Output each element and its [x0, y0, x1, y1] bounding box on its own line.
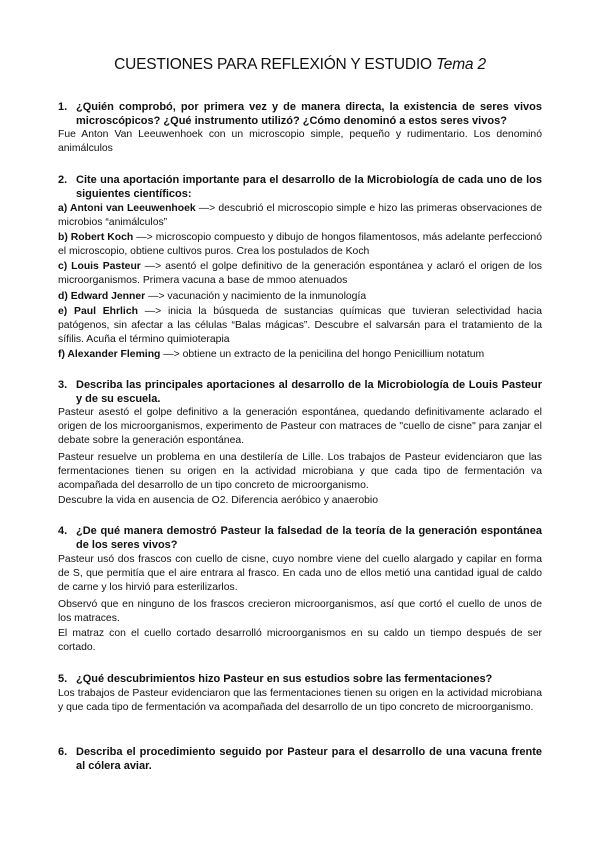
answer-3-p1: Pasteur asestó el golpe definitivo a la generación espontánea, quedando definitivamente aclarado el origen de los microorganismos, experimento de Pasteur con matraces de "cuello de cisne" para zanjar el debate sobre la generación espontánea. — [58, 407, 542, 447]
scientist-contribution: —> descubrió el microscopio simple e hizo las primeras observaciones de microbios “animálculos” — [58, 203, 542, 229]
question-text: Describa el procedimiento seguido por Pasteur para el desarrollo de una vacuna frente al cólera aviar. — [76, 746, 542, 772]
question-number: 3. — [58, 379, 68, 391]
answer-1: Fue Anton Van Leeuwenhoek con un microscopio simple, pequeño y rudimentario. Los denominó animálculos — [58, 129, 542, 155]
question-number: 6. — [58, 746, 68, 758]
answer-2-d — [58, 290, 542, 304]
question-5 — [58, 672, 542, 686]
scientist-name: e) Paul Ehrlich — [58, 306, 138, 317]
question-6 — [58, 745, 542, 773]
question-number: 1. — [58, 101, 68, 113]
page-title — [0, 56, 600, 74]
scientist-name: b) Robert Koch — [58, 232, 134, 243]
scientist-name: f) Alexander Fleming — [58, 349, 161, 360]
scientist-contribution: —> asentó el golpe definitivo de la generación espontánea y aclaró el origen de los microorganismos. Primera vacuna a base de mmoo atenuados — [58, 261, 542, 287]
answer-3-p3: Descubre la vida en ausencia de O2. Diferencia aeróbico y anaerobio — [58, 495, 378, 506]
scientist-name: a) Antoni van Leeuwenhoek — [58, 203, 196, 214]
question-text: Describa las principales aportaciones al desarrollo de la Microbiología de Louis Pasteur y de su escuela. — [76, 379, 542, 405]
scientist-name: c) Louis Pasteur — [58, 261, 141, 272]
question-number: 2. — [58, 174, 68, 186]
scientist-contribution: —> microscopio compuesto y dibujo de hongos filamentosos, más adelante perfeccionó el microscopio, obtiene cultivos puros. Crea los postulados de Koch — [58, 232, 542, 258]
question-text: ¿Quién comprobó, por primera vez y de manera directa, la existencia de seres vivos microscópicos? ¿Qué instrumento utilizó? ¿Cómo denominó a estos seres vivos? — [76, 101, 542, 127]
scientist-contribution: —> vacunación y nacimiento de la inmunología — [145, 291, 367, 302]
scientist-name: d) Edward Jenner — [58, 291, 146, 302]
question-2 — [58, 173, 542, 201]
question-4 — [58, 524, 542, 552]
question-1 — [58, 100, 542, 128]
answer-5: Los trabajos de Pasteur evidenciaron que las fermentaciones tienen su origen en la actividad microbiana y que cada tipo de fermentación va acompañada del desarrollo de un tipo concreto de microorganismo. — [58, 688, 542, 714]
answer-4-p2: Observó que en ninguno de los frascos crecieron microorganismos, así que cortó el cuello de unos de los matraces. — [58, 599, 542, 625]
answer-2-e — [58, 305, 542, 348]
answer-2-f — [58, 348, 542, 362]
answer-2-b — [58, 231, 542, 259]
answer-3-p2: Pasteur resuelve un problema en una destilería de Lille. Los trabajos de Pasteur evidenciaron que las fermentaciones tienen su origen en la actividad microbiana y que cada tipo de fermentación va acompañada del desarrollo de un tipo concreto de microorganismo. — [58, 452, 542, 492]
question-text: ¿De qué manera demostró Pasteur la falsedad de la teoría de la generación espontánea de los seres vivos? — [76, 525, 542, 551]
answer-4-p3: El matraz con el cuello cortado desarrolló microorganismos en su caldo un tiempo después de ser cortado. — [58, 628, 542, 654]
answer-2-c — [58, 260, 542, 288]
title-italic: Tema 2 — [435, 56, 486, 73]
question-text: ¿Qué descubrimientos hizo Pasteur en sus estudios sobre las fermentaciones? — [76, 673, 493, 685]
scientist-contribution: —> inicia la búsqueda de sustancias químicas que tuvieran selectividad hacia patógenos, sin afectar a las células “Balas mágicas”. Descubre el salvarsán para el tratamiento de la sífilis. Acuña el término quimioterapia — [58, 306, 542, 346]
question-text: Cite una aportación importante para el desarrollo de la Microbiología de cada uno de los siguientes científicos: — [76, 174, 542, 200]
scientist-contribution: —> obtiene un extracto de la penicilina del hongo Penicillium notatum — [160, 349, 485, 360]
title-main: CUESTIONES PARA REFLEXIÓN Y ESTUDIO — [114, 56, 432, 73]
question-number: 4. — [58, 525, 68, 537]
answer-2-a — [58, 202, 542, 230]
answer-4-p1: Pasteur usó dos frascos con cuello de cisne, cuyo nombre viene del cuello alargado y capilar en forma de S, que permitía que el aire entrara al frasco. En cada uno de ellos metió una cantidad igual de caldo de carne y los hirvió para esterilizarlos. — [58, 554, 542, 594]
question-number: 5. — [58, 673, 68, 685]
question-3 — [58, 378, 542, 406]
